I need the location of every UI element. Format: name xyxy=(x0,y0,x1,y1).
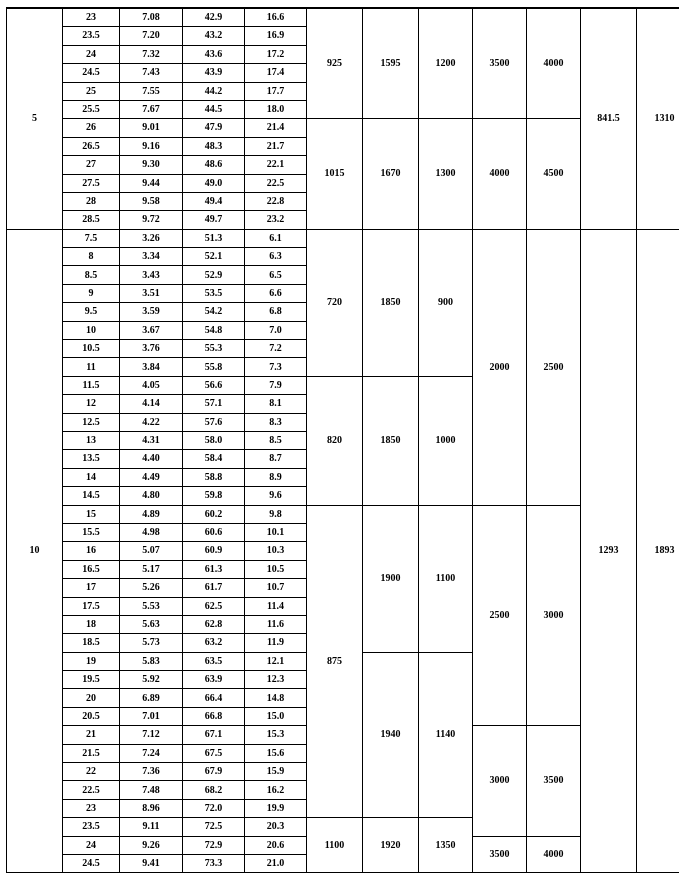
cell-rmax: 66.8 xyxy=(183,707,245,725)
cell-weight: 9.44 xyxy=(120,174,183,192)
cell-span: 15.5 xyxy=(63,523,120,541)
cell-h3: 1100 xyxy=(419,505,473,652)
cell-span: 8 xyxy=(63,248,120,266)
cell-rmin: 22.1 xyxy=(245,156,307,174)
cell-h2: 1920 xyxy=(363,818,419,873)
cell-rmin: 7.9 xyxy=(245,376,307,394)
cell-rmax: 59.8 xyxy=(183,487,245,505)
cell-span: 21 xyxy=(63,726,120,744)
cell-rmax: 72.9 xyxy=(183,836,245,854)
cell-span: 12.5 xyxy=(63,413,120,431)
cell-rmin: 17.2 xyxy=(245,45,307,63)
cell-rmax: 60.6 xyxy=(183,523,245,541)
cell-span: 20.5 xyxy=(63,707,120,725)
cell-rmin: 6.5 xyxy=(245,266,307,284)
cell-h1: 1015 xyxy=(307,119,363,229)
cell-rmin: 11.6 xyxy=(245,615,307,633)
cell-rmax: 44.2 xyxy=(183,82,245,100)
cell-w: 2000 xyxy=(473,229,527,505)
cell-rmin: 16.9 xyxy=(245,27,307,45)
cell-weight: 4.49 xyxy=(120,468,183,486)
cell-rmin: 6.6 xyxy=(245,284,307,302)
cell-h1: 1100 xyxy=(307,818,363,873)
cell-weight: 5.92 xyxy=(120,671,183,689)
cell-rmin: 21.4 xyxy=(245,119,307,137)
cell-rmax: 54.8 xyxy=(183,321,245,339)
cell-span: 9 xyxy=(63,284,120,302)
cell-rmax: 43.2 xyxy=(183,27,245,45)
cell-rmin: 6.3 xyxy=(245,248,307,266)
cell-weight: 7.01 xyxy=(120,707,183,725)
cell-span: 22 xyxy=(63,763,120,781)
cell-rmax: 49.7 xyxy=(183,211,245,229)
cell-c2: 1893 xyxy=(637,229,679,873)
table-row xyxy=(7,505,679,523)
cell-w: 3000 xyxy=(473,726,527,836)
cell-weight: 5.83 xyxy=(120,652,183,670)
cell-rmin: 15.0 xyxy=(245,707,307,725)
cell-rmax: 55.3 xyxy=(183,340,245,358)
cell-rmax: 67.1 xyxy=(183,726,245,744)
cell-rmin: 12.1 xyxy=(245,652,307,670)
cell-rmax: 63.9 xyxy=(183,671,245,689)
cell-weight: 5.63 xyxy=(120,615,183,633)
cell-rmin: 19.9 xyxy=(245,799,307,817)
cell-h1: 925 xyxy=(307,9,363,119)
cell-rmax: 58.8 xyxy=(183,468,245,486)
cell-rmin: 10.5 xyxy=(245,560,307,578)
cell-w: 3500 xyxy=(473,9,527,119)
cell-span: 16.5 xyxy=(63,560,120,578)
cell-rmax: 57.6 xyxy=(183,413,245,431)
cell-rmax: 73.3 xyxy=(183,854,245,872)
cell-rmax: 61.7 xyxy=(183,579,245,597)
cell-span: 18.5 xyxy=(63,634,120,652)
cell-rmin: 10.3 xyxy=(245,542,307,560)
cell-h1: 820 xyxy=(307,376,363,505)
cell-span: 13.5 xyxy=(63,450,120,468)
cell-rmin: 10.1 xyxy=(245,523,307,541)
cell-rmin: 15.9 xyxy=(245,763,307,781)
cell-span: 13 xyxy=(63,431,120,449)
cell-span: 26.5 xyxy=(63,137,120,155)
cell-h3: 1300 xyxy=(419,119,473,229)
cell-rmax: 60.2 xyxy=(183,505,245,523)
cell-rmin: 22.8 xyxy=(245,192,307,210)
cell-span: 23.5 xyxy=(63,27,120,45)
cell-h3: 1000 xyxy=(419,376,473,505)
cell-weight: 5.26 xyxy=(120,579,183,597)
cell-c1: 1293 xyxy=(581,229,637,873)
cell-span: 14.5 xyxy=(63,487,120,505)
cell-weight: 3.59 xyxy=(120,303,183,321)
cell-rmin: 20.3 xyxy=(245,818,307,836)
cell-weight: 4.40 xyxy=(120,450,183,468)
cell-rmax: 53.5 xyxy=(183,284,245,302)
cell-rmax: 67.5 xyxy=(183,744,245,762)
cell-rmax: 49.4 xyxy=(183,192,245,210)
cell-span: 10 xyxy=(63,321,120,339)
cell-rmin: 8.7 xyxy=(245,450,307,468)
cell-weight: 5.17 xyxy=(120,560,183,578)
cell-weight: 7.12 xyxy=(120,726,183,744)
cell-rmin: 22.5 xyxy=(245,174,307,192)
cell-b: 4000 xyxy=(527,836,581,873)
cell-rmax: 43.6 xyxy=(183,45,245,63)
cell-weight: 9.72 xyxy=(120,211,183,229)
cell-span: 11.5 xyxy=(63,376,120,394)
cell-b: 4500 xyxy=(527,119,581,229)
cell-weight: 3.67 xyxy=(120,321,183,339)
cell-weight: 4.31 xyxy=(120,431,183,449)
cell-span: 24.5 xyxy=(63,64,120,82)
cell-span: 17 xyxy=(63,579,120,597)
cell-rmin: 23.2 xyxy=(245,211,307,229)
cell-weight: 7.36 xyxy=(120,763,183,781)
cell-span: 8.5 xyxy=(63,266,120,284)
cell-h2: 1595 xyxy=(363,9,419,119)
cell-weight: 4.98 xyxy=(120,523,183,541)
cell-capacity: 10 xyxy=(7,229,63,873)
cell-weight: 3.26 xyxy=(120,229,183,247)
cell-rmin: 21.0 xyxy=(245,854,307,872)
cell-rmin: 17.7 xyxy=(245,82,307,100)
cell-weight: 9.11 xyxy=(120,818,183,836)
cell-rmin: 11.4 xyxy=(245,597,307,615)
cell-weight: 4.14 xyxy=(120,395,183,413)
cell-rmax: 63.2 xyxy=(183,634,245,652)
cell-span: 14 xyxy=(63,468,120,486)
cell-rmax: 43.9 xyxy=(183,64,245,82)
cell-weight: 8.96 xyxy=(120,799,183,817)
cell-rmax: 60.9 xyxy=(183,542,245,560)
cell-weight: 4.22 xyxy=(120,413,183,431)
cell-rmax: 72.5 xyxy=(183,818,245,836)
cell-rmin: 21.7 xyxy=(245,137,307,155)
cell-rmin: 8.5 xyxy=(245,431,307,449)
cell-span: 18 xyxy=(63,615,120,633)
cell-rmin: 15.6 xyxy=(245,744,307,762)
cell-rmax: 49.0 xyxy=(183,174,245,192)
cell-weight: 6.89 xyxy=(120,689,183,707)
cell-h2: 1850 xyxy=(363,376,419,505)
cell-span: 15 xyxy=(63,505,120,523)
cell-rmax: 72.0 xyxy=(183,799,245,817)
cell-span: 20 xyxy=(63,689,120,707)
cell-span: 24 xyxy=(63,45,120,63)
cell-capacity: 5 xyxy=(7,9,63,230)
cell-w: 3500 xyxy=(473,836,527,873)
cell-b: 3500 xyxy=(527,726,581,836)
cell-rmin: 7.0 xyxy=(245,321,307,339)
cell-span: 24.5 xyxy=(63,854,120,872)
cell-span: 27.5 xyxy=(63,174,120,192)
cell-rmin: 6.1 xyxy=(245,229,307,247)
cell-weight: 4.89 xyxy=(120,505,183,523)
cell-span: 9.5 xyxy=(63,303,120,321)
cell-rmin: 7.2 xyxy=(245,340,307,358)
cell-rmax: 63.5 xyxy=(183,652,245,670)
cell-rmax: 42.9 xyxy=(183,9,245,27)
cell-weight: 4.05 xyxy=(120,376,183,394)
cell-weight: 9.30 xyxy=(120,156,183,174)
cell-b: 4000 xyxy=(527,9,581,119)
cell-rmin: 18.0 xyxy=(245,100,307,118)
cell-weight: 5.53 xyxy=(120,597,183,615)
table-row xyxy=(7,119,679,137)
cell-weight: 7.32 xyxy=(120,45,183,63)
cell-rmax: 68.2 xyxy=(183,781,245,799)
cell-span: 23 xyxy=(63,9,120,27)
cell-h2: 1900 xyxy=(363,505,419,652)
cell-span: 25.5 xyxy=(63,100,120,118)
cell-rmax: 47.9 xyxy=(183,119,245,137)
cell-w: 2500 xyxy=(473,505,527,726)
cell-rmin: 12.3 xyxy=(245,671,307,689)
cell-weight: 3.76 xyxy=(120,340,183,358)
cell-rmax: 58.4 xyxy=(183,450,245,468)
cell-span: 7.5 xyxy=(63,229,120,247)
cell-weight: 7.08 xyxy=(120,9,183,27)
cell-span: 28.5 xyxy=(63,211,120,229)
cell-rmax: 61.3 xyxy=(183,560,245,578)
cell-rmax: 52.1 xyxy=(183,248,245,266)
cell-weight: 5.07 xyxy=(120,542,183,560)
cell-span: 24 xyxy=(63,836,120,854)
cell-rmin: 10.7 xyxy=(245,579,307,597)
cell-h3: 1350 xyxy=(419,818,473,873)
cell-weight: 7.48 xyxy=(120,781,183,799)
table-body xyxy=(7,9,679,873)
cell-span: 17.5 xyxy=(63,597,120,615)
cell-h3: 1140 xyxy=(419,652,473,818)
cell-h2: 1850 xyxy=(363,229,419,376)
cell-span: 11 xyxy=(63,358,120,376)
cell-h1: 720 xyxy=(307,229,363,376)
cell-weight: 9.41 xyxy=(120,854,183,872)
cell-weight: 9.01 xyxy=(120,119,183,137)
cell-span: 26 xyxy=(63,119,120,137)
cell-rmax: 55.8 xyxy=(183,358,245,376)
cell-weight: 7.55 xyxy=(120,82,183,100)
cell-b: 3000 xyxy=(527,505,581,726)
cell-span: 28 xyxy=(63,192,120,210)
cell-rmin: 14.8 xyxy=(245,689,307,707)
cell-c2: 1310 xyxy=(637,9,679,230)
cell-rmax: 52.9 xyxy=(183,266,245,284)
cell-rmin: 9.6 xyxy=(245,487,307,505)
cell-span: 19.5 xyxy=(63,671,120,689)
cell-span: 21.5 xyxy=(63,744,120,762)
cell-rmax: 62.8 xyxy=(183,615,245,633)
cell-span: 22.5 xyxy=(63,781,120,799)
cell-weight: 9.58 xyxy=(120,192,183,210)
cell-rmax: 62.5 xyxy=(183,597,245,615)
cell-weight: 7.20 xyxy=(120,27,183,45)
cell-b: 2500 xyxy=(527,229,581,505)
cell-rmin: 8.9 xyxy=(245,468,307,486)
cell-weight: 7.67 xyxy=(120,100,183,118)
cell-rmin: 7.3 xyxy=(245,358,307,376)
cell-span: 27 xyxy=(63,156,120,174)
cell-weight: 4.80 xyxy=(120,487,183,505)
cell-weight: 9.16 xyxy=(120,137,183,155)
cell-span: 10.5 xyxy=(63,340,120,358)
cell-rmax: 67.9 xyxy=(183,763,245,781)
cell-h3: 900 xyxy=(419,229,473,376)
cell-rmin: 16.2 xyxy=(245,781,307,799)
cell-rmax: 51.3 xyxy=(183,229,245,247)
cell-weight: 3.43 xyxy=(120,266,183,284)
cell-h1: 875 xyxy=(307,505,363,818)
crane-specification-table xyxy=(6,7,679,873)
cell-rmax: 54.2 xyxy=(183,303,245,321)
cell-rmax: 48.3 xyxy=(183,137,245,155)
cell-rmin: 20.6 xyxy=(245,836,307,854)
cell-w: 4000 xyxy=(473,119,527,229)
cell-rmax: 57.1 xyxy=(183,395,245,413)
cell-weight: 7.43 xyxy=(120,64,183,82)
cell-span: 23.5 xyxy=(63,818,120,836)
cell-span: 25 xyxy=(63,82,120,100)
cell-rmin: 8.3 xyxy=(245,413,307,431)
table-row xyxy=(7,9,679,27)
cell-rmax: 56.6 xyxy=(183,376,245,394)
cell-span: 16 xyxy=(63,542,120,560)
cell-rmax: 66.4 xyxy=(183,689,245,707)
cell-rmin: 8.1 xyxy=(245,395,307,413)
cell-rmin: 6.8 xyxy=(245,303,307,321)
cell-weight: 3.34 xyxy=(120,248,183,266)
cell-rmin: 17.4 xyxy=(245,64,307,82)
cell-h3: 1200 xyxy=(419,9,473,119)
cell-span: 23 xyxy=(63,799,120,817)
cell-rmax: 44.5 xyxy=(183,100,245,118)
cell-span: 19 xyxy=(63,652,120,670)
cell-weight: 7.24 xyxy=(120,744,183,762)
cell-rmin: 16.6 xyxy=(245,9,307,27)
cell-rmin: 9.8 xyxy=(245,505,307,523)
cell-h2: 1940 xyxy=(363,652,419,818)
cell-rmax: 48.6 xyxy=(183,156,245,174)
cell-c1: 841.5 xyxy=(581,9,637,230)
cell-weight: 5.73 xyxy=(120,634,183,652)
table-row xyxy=(7,229,679,247)
cell-weight: 9.26 xyxy=(120,836,183,854)
cell-span: 12 xyxy=(63,395,120,413)
cell-rmin: 11.9 xyxy=(245,634,307,652)
cell-rmax: 58.0 xyxy=(183,431,245,449)
cell-weight: 3.51 xyxy=(120,284,183,302)
cell-h2: 1670 xyxy=(363,119,419,229)
cell-weight: 3.84 xyxy=(120,358,183,376)
cell-rmin: 15.3 xyxy=(245,726,307,744)
